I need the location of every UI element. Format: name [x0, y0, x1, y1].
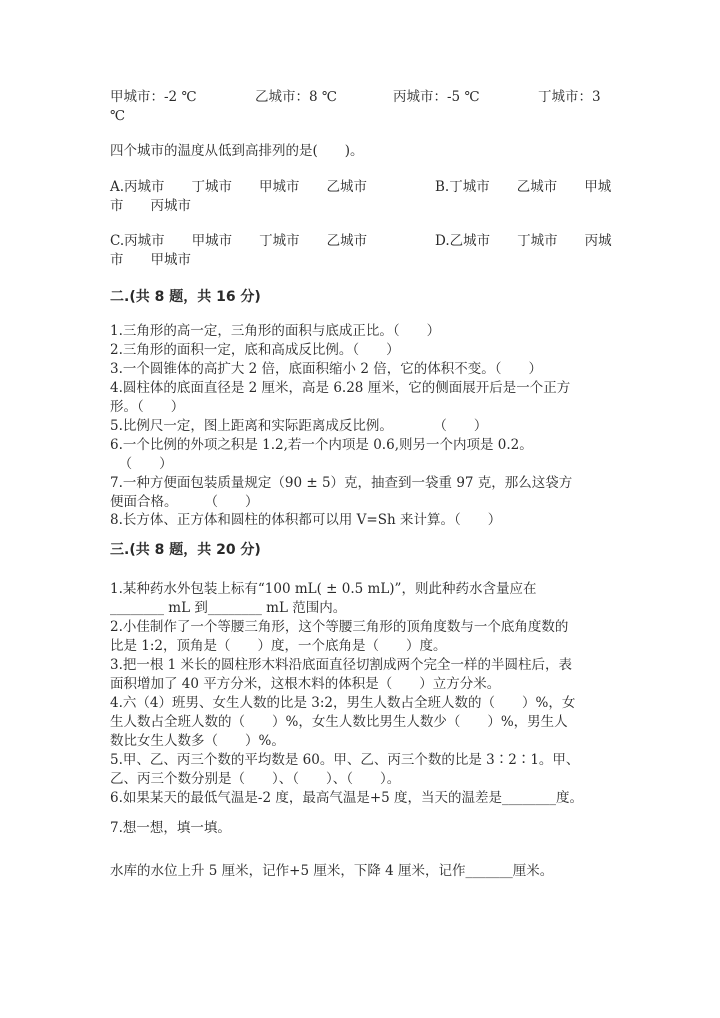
s3-line: 比是 1:2，顶角是（ ）度，一个底角是（ ）度。 [110, 638, 447, 654]
s3-line: 4.六（4）班男、女生人数的比是 3:2，男生人数占全班人数的（ ）%，女 [110, 695, 576, 711]
s3-line: 3.把一根 1 米长的圆柱形木料沿底面直径切割成两个完全一样的半圆柱后，表 [110, 657, 573, 673]
s2-line: 便面合格。 （ ） [110, 494, 259, 510]
s2-line: 1.三角形的高一定，三角形的面积与底成正比。（ ） [110, 323, 441, 339]
s3-line: 数比女生人数多（ ）%。 [110, 733, 285, 749]
s3-line: 生人数占全班人数的（ ）%，女生人数比男生人数少（ ）%，男生人 [110, 714, 568, 730]
s2-line: 6.一个比例的外项之积是 1.2,若一个内项是 0.6,则另一个内项是 0.2。 [110, 437, 533, 453]
s2-line: 4.圆柱体的底面直径是 2 厘米，高是 6.28 厘米，它的侧面展开后是一个正方 [110, 380, 571, 396]
s2-line: 形。（ ） [110, 399, 185, 415]
s2-line: 3.一个圆锥体的高扩大 2 倍，底面积缩小 2 倍，它的体积不变。（ ） [110, 361, 542, 377]
temp-unit: ℃ [110, 108, 126, 124]
temp-bing: 丙城市：-5 ℃ [393, 89, 480, 105]
temp-jia: 甲城市：-2 ℃ [110, 89, 197, 105]
option-d[interactable]: D.乙城市 丁城市 丙城 [435, 233, 612, 249]
section-3-heading: 三.(共 8 题，共 20 分) [110, 542, 261, 558]
question-prompt: 四个城市的温度从低到高排列的是( )。 [110, 143, 364, 159]
s2-line: 2.三角形的面积一定，底和高成反比例。（ ） [110, 342, 400, 358]
s3-line: 面积增加了 40 平方分米，这根木料的体积是（ ）立方分米。 [110, 676, 501, 692]
option-b[interactable]: B.丁城市 乙城市 甲城 [435, 179, 612, 195]
temp-ding: 丁城市：3 [538, 89, 601, 105]
temp-yi: 乙城市：8 ℃ [255, 89, 337, 105]
s3-q7-text: 水库的水位上升 5 厘米，记作+5 厘米，下降 4 厘米，记作_______厘米。 [110, 863, 554, 879]
s3-line: 6.如果某天的最低气温是-2 度，最高气温是+5 度，当天的温差是________度。 [110, 790, 584, 806]
option-c[interactable]: C.丙城市 甲城市 丁城市 乙城市 [110, 233, 368, 249]
s2-line: 8.长方体、正方体和圆柱的体积都可以用 V=Sh 来计算。（ ） [110, 512, 502, 528]
section-2-heading: 二.(共 8 题，共 16 分) [110, 289, 261, 305]
s3-line: 乙、丙三个数分别是（ ）、（ ）、（ ）。 [110, 771, 401, 787]
s3-line: 5.甲、乙、丙三个数的平均数是 60。甲、乙、丙三个数的比是 3∶2∶1。甲、 [110, 752, 580, 768]
s3-line: 1.某种药水外包装上标有“100 mL( ± 0.5 mL)”，则此种药水含量应在 [110, 581, 537, 597]
s2-line: （ ） [110, 456, 173, 472]
s2-line: 7.一种方便面包装质量规定（90 ± 5）克，抽查到一袋重 97 克，那么这袋方 [110, 475, 573, 491]
s3-q7-title: 7.想一想，填一填。 [110, 820, 231, 836]
option-d-cont[interactable]: 市 甲城市 [110, 252, 191, 268]
s3-line: 2.小佳制作了一个等腰三角形，这个等腰三角形的顶角度数与一个底角度数的 [110, 619, 569, 635]
option-b-cont[interactable]: 市 丙城市 [110, 198, 191, 214]
option-a[interactable]: A.丙城市 丁城市 甲城市 乙城市 [110, 179, 368, 195]
s2-line: 5.比例尺一定，图上距离和实际距离成反比例。 （ ） [110, 418, 488, 434]
s3-line: ________ mL 到________ mL 范围内。 [110, 600, 347, 616]
